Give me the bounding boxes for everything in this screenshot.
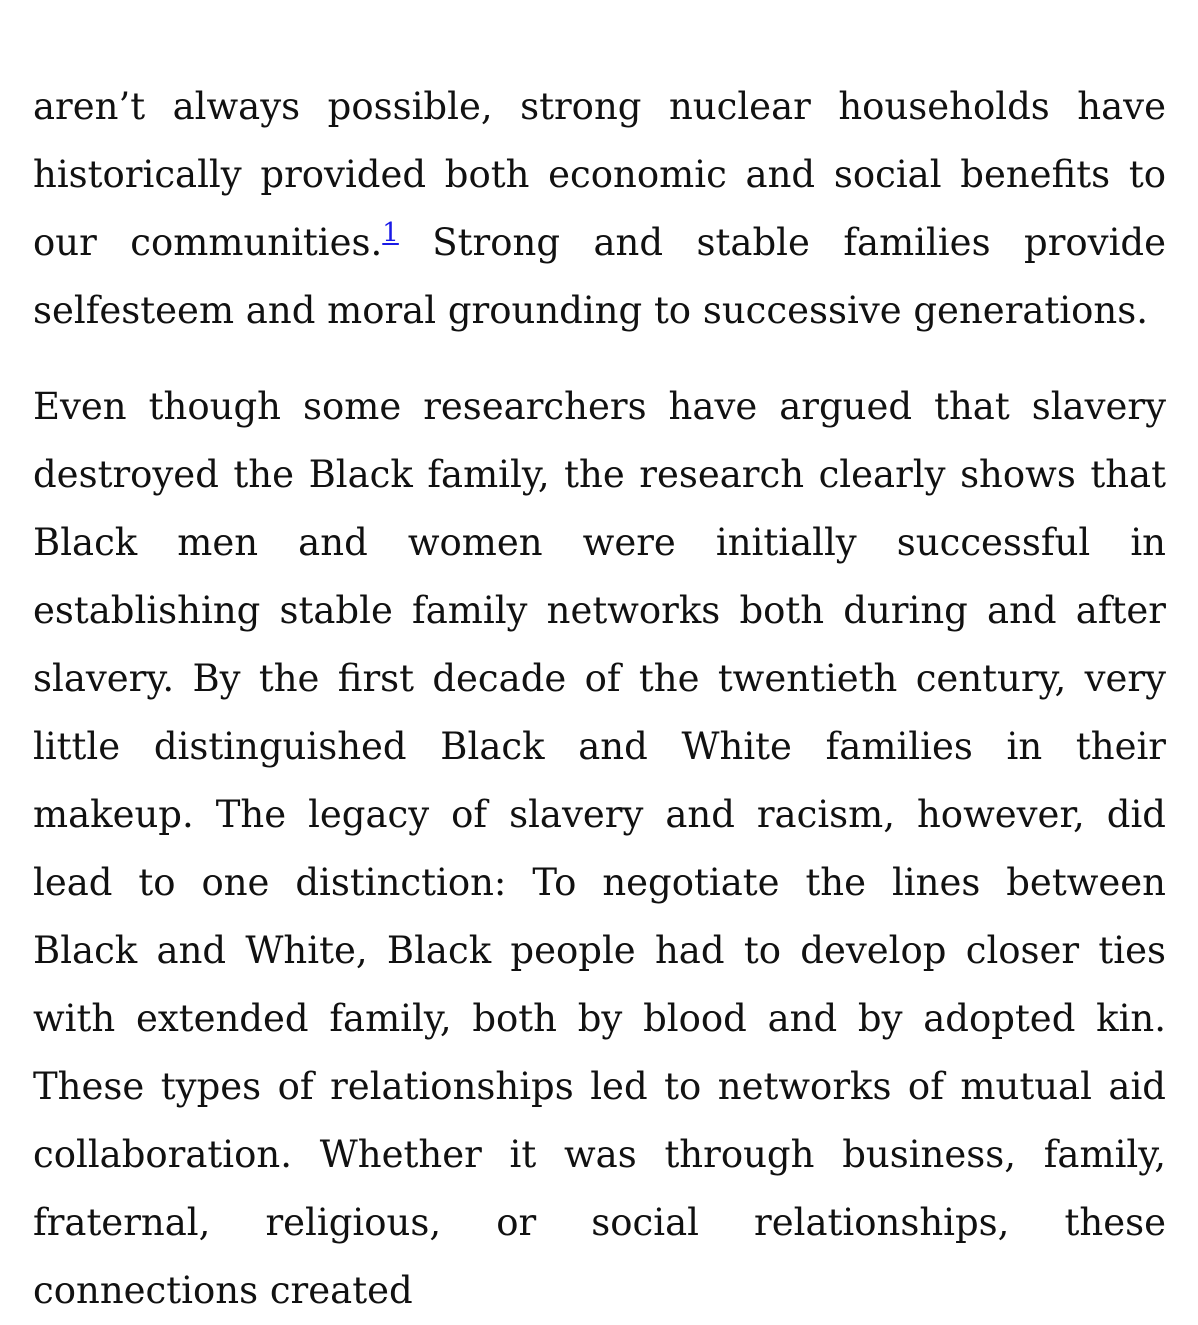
footnote-link-1[interactable]: 1 bbox=[382, 218, 399, 248]
paragraph-2: Even though some researchers have argued that slavery destroyed the Black family, the research clearly shows that Black men and women were initially successful in establishing stable family networks both during and after slavery. By the first decade of the twentieth century, very little distinguished Black and White families in their makeup. The legacy of slavery and racism, however, did lead to one distinction: To negotiate the lines between Black and White, Black people had to develop closer ties with extended family, both by blood and by adopted kin. These types of relationships led to networks of mutual aid collaboration. Whether it was through business, family, fraternal, religious, or social relationships, these connections created bbox=[33, 385, 1166, 1312]
paragraph-1 bbox=[33, 73, 1166, 345]
paragraph-1-text-after-footnote: Strong and stable families provide selfesteem and moral grounding to successive generations. bbox=[33, 221, 1167, 332]
reading-pane bbox=[33, 73, 1166, 1325]
paragraph-1-text-before-footnote: aren’t always possible, strong nuclear households have historically provided both economic and social benefits to our communities. bbox=[33, 85, 1166, 264]
